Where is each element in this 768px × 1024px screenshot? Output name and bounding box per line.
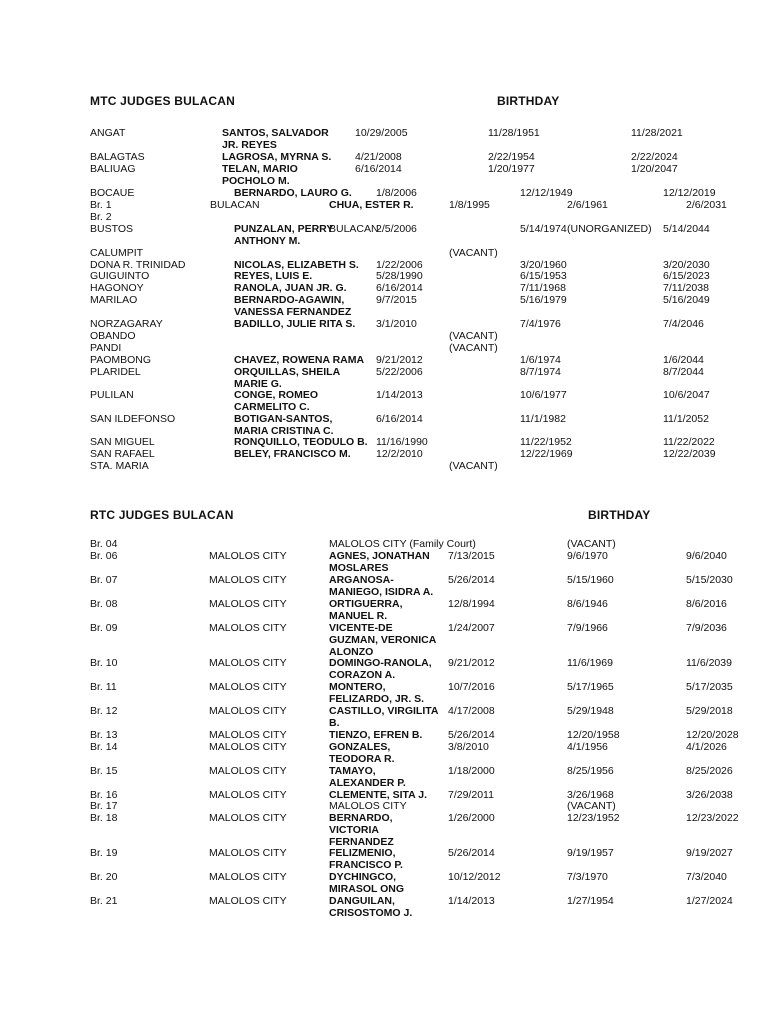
retirement-cell: 8/7/2044 bbox=[663, 366, 704, 378]
court-cell: BULACAN bbox=[329, 223, 379, 235]
court-cell: MALOLOS CITY bbox=[329, 800, 407, 812]
birthday-cell: 5/14/1974 bbox=[520, 223, 567, 235]
appointed-cell: 4/21/2008 bbox=[355, 151, 402, 163]
appointed-cell: 1/18/2000 bbox=[448, 765, 495, 777]
birthday-cell: 1/6/1974 bbox=[520, 354, 561, 366]
birthday-cell: 11/6/1969 bbox=[567, 657, 613, 669]
appointed-cell: 4/17/2008 bbox=[448, 705, 495, 717]
place-cell: SAN ILDEFONSO bbox=[90, 413, 176, 425]
retirement-cell: 12/12/2019 bbox=[663, 187, 716, 199]
retirement-cell: 11/1/2052 bbox=[663, 413, 709, 425]
appointed-cell: 9/7/2015 bbox=[376, 294, 417, 306]
vacant-cell: (VACANT) bbox=[449, 247, 498, 259]
judge-cell: PUNZALAN, PERRY ANTHONY M. bbox=[234, 223, 334, 247]
judge-cell: NICOLAS, ELIZABETH S. bbox=[234, 259, 359, 271]
birthday-cell: 7/9/1966 bbox=[567, 622, 608, 634]
birthday-cell: 8/25/1956 bbox=[567, 765, 614, 777]
retirement-cell: 11/28/2021 bbox=[631, 127, 683, 139]
appointed-cell: 7/13/2015 bbox=[448, 550, 495, 562]
retirement-cell: 11/6/2039 bbox=[686, 657, 732, 669]
appointed-cell: 1/14/2013 bbox=[448, 895, 495, 907]
retirement-cell: 1/27/2024 bbox=[686, 895, 733, 907]
retirement-cell: 1/20/2047 bbox=[631, 163, 678, 175]
city-cell: MALOLOS CITY bbox=[209, 729, 287, 741]
judge-cell: BERNARDO, VICTORIA FERNANDEZ bbox=[329, 812, 394, 848]
retirement-cell: 6/15/2023 bbox=[663, 270, 710, 282]
birthday-cell: 12/20/1958 bbox=[567, 729, 620, 741]
city-cell: MALOLOS CITY bbox=[209, 598, 287, 610]
branch-cell: Br. 08 bbox=[90, 598, 118, 610]
city-cell: MALOLOS CITY bbox=[209, 657, 287, 669]
judge-cell: ARGANOSA- MANIEGO, ISIDRA A. bbox=[329, 574, 434, 598]
appointed-cell: 5/28/1990 bbox=[376, 270, 423, 282]
retirement-cell: 10/6/2047 bbox=[663, 389, 710, 401]
judge-cell: LAGROSA, MYRNA S. bbox=[222, 151, 332, 163]
branch-cell: Br. 17 bbox=[90, 800, 118, 812]
appointed-cell: 5/26/2014 bbox=[448, 847, 495, 859]
branch-cell: Br. 18 bbox=[90, 812, 118, 824]
birthday-cell: 5/17/1965 bbox=[567, 681, 614, 693]
birthday-cell: 2/22/1954 bbox=[488, 151, 535, 163]
retirement-cell: 9/19/2027 bbox=[686, 847, 733, 859]
city-cell: MALOLOS CITY bbox=[209, 681, 287, 693]
judge-cell: CHUA, ESTER R. bbox=[329, 199, 414, 211]
retirement-cell: 12/22/2039 bbox=[663, 448, 716, 460]
appointed-cell: 1/14/2013 bbox=[376, 389, 423, 401]
birthday-cell: (VACANT) bbox=[567, 800, 616, 812]
retirement-cell: 5/17/2035 bbox=[686, 681, 733, 693]
place-cell: HAGONOY bbox=[90, 282, 144, 294]
appointed-cell: 1/8/2006 bbox=[376, 187, 417, 199]
appointed-cell: 6/16/2014 bbox=[355, 163, 402, 175]
birthday-cell: 7/4/1976 bbox=[520, 318, 561, 330]
place-cell: STA. MARIA bbox=[90, 460, 149, 472]
retirement-cell: 5/29/2018 bbox=[686, 705, 733, 717]
city-cell: MALOLOS CITY bbox=[209, 574, 287, 586]
birthday-cell: 8/6/1946 bbox=[567, 598, 608, 610]
judge-cell: REYES, LUIS E. bbox=[234, 270, 313, 282]
mtc-title: MTC JUDGES BULACAN bbox=[90, 94, 235, 108]
judge-cell: MONTERO, FELIZARDO, JR. S. bbox=[329, 681, 425, 705]
branch-cell: Br. 07 bbox=[90, 574, 118, 586]
place-cell: PLARIDEL bbox=[90, 366, 141, 378]
retirement-cell: 11/22/2022 bbox=[663, 436, 715, 448]
appointed-cell: 9/21/2012 bbox=[376, 354, 423, 366]
judge-cell: RONQUILLO, TEODULO B. bbox=[234, 436, 368, 448]
court-cell: BULACAN bbox=[210, 199, 260, 211]
appointed-cell: 10/29/2005 bbox=[355, 127, 408, 139]
vacant-cell: (VACANT) bbox=[449, 330, 498, 342]
judge-cell: SANTOS, SALVADOR JR. REYES bbox=[222, 127, 329, 151]
appointed-cell: 5/22/2006 bbox=[376, 366, 423, 378]
retirement-cell: 1/6/2044 bbox=[663, 354, 704, 366]
birthday-cell: 12/23/1952 bbox=[567, 812, 620, 824]
place-cell: SAN RAFAEL bbox=[90, 448, 155, 460]
judge-cell: CASTILLO, VIRGILITA B. bbox=[329, 705, 439, 729]
birthday-cell: 8/7/1974 bbox=[520, 366, 561, 378]
judge-cell: FELIZMENIO, FRANCISCO P. bbox=[329, 847, 403, 871]
judge-cell: BELEY, FRANCISCO M. bbox=[234, 448, 351, 460]
appointed-cell: 2/5/2006 bbox=[376, 223, 417, 235]
judge-cell: TAMAYO, ALEXANDER P. bbox=[329, 765, 406, 789]
city-cell: MALOLOS CITY bbox=[209, 789, 287, 801]
place-cell: OBANDO bbox=[90, 330, 136, 342]
rtc-title: RTC JUDGES BULACAN bbox=[90, 508, 234, 522]
birthday-cell: 7/11/1968 bbox=[520, 282, 566, 294]
branch-cell: Br. 04 bbox=[90, 538, 118, 550]
appointed-cell: 10/7/2016 bbox=[448, 681, 495, 693]
judge-cell: VICENTE-DE GUZMAN, VERONICA ALONZO bbox=[329, 622, 437, 658]
appointed-cell: 7/29/2011 bbox=[448, 789, 494, 801]
judge-cell: TELAN, MARIO POCHOLO M. bbox=[222, 163, 298, 187]
birthday-cell: 10/6/1977 bbox=[520, 389, 567, 401]
appointed-cell: 3/1/2010 bbox=[376, 318, 417, 330]
birthday-cell: (VACANT) bbox=[567, 538, 616, 550]
city-cell: MALOLOS CITY bbox=[209, 550, 287, 562]
birthday-cell: 11/1/1982 bbox=[520, 413, 566, 425]
appointed-cell: 12/2/2010 bbox=[376, 448, 423, 460]
retirement-cell: 12/20/2028 bbox=[686, 729, 739, 741]
city-cell: MALOLOS CITY bbox=[209, 871, 287, 883]
judge-cell: GONZALES, TEODORA R. bbox=[329, 741, 395, 765]
judge-cell: TIENZO, EFREN B. bbox=[329, 729, 423, 741]
birthday-cell: 5/15/1960 bbox=[567, 574, 614, 586]
place-cell: PULILAN bbox=[90, 389, 134, 401]
birthday-cell: 9/6/1970 bbox=[567, 550, 608, 562]
judge-cell: DYCHINGCO, MIRASOL ONG bbox=[329, 871, 405, 895]
branch-cell: Br. 12 bbox=[90, 705, 118, 717]
branch-cell: Br. 21 bbox=[90, 895, 118, 907]
birthday-cell: 5/29/1948 bbox=[567, 705, 614, 717]
place-cell: PAOMBONG bbox=[90, 354, 152, 366]
city-cell: MALOLOS CITY bbox=[209, 847, 287, 859]
place-cell: Br. 2 bbox=[90, 211, 112, 223]
retirement-cell: 9/6/2040 bbox=[686, 550, 727, 562]
retirement-cell: 3/26/2038 bbox=[686, 789, 733, 801]
judge-cell: CLEMENTE, SITA J. bbox=[329, 789, 428, 801]
retirement-cell: 5/15/2030 bbox=[686, 574, 733, 586]
place-cell: BUSTOS bbox=[90, 223, 133, 235]
branch-cell: Br. 10 bbox=[90, 657, 118, 669]
vacant-cell: (VACANT) bbox=[449, 342, 498, 354]
place-cell: NORZAGARAY bbox=[90, 318, 163, 330]
judge-cell: ORQUILLAS, SHEILA MARIE G. bbox=[234, 366, 341, 390]
birthday-cell: 1/27/1954 bbox=[567, 895, 614, 907]
appointed-cell: 12/8/1994 bbox=[448, 598, 495, 610]
city-cell: MALOLOS CITY bbox=[209, 705, 287, 717]
city-cell: MALOLOS CITY bbox=[209, 741, 287, 753]
place-cell: Br. 1 bbox=[90, 199, 112, 211]
birthday-cell: 11/22/1952 bbox=[520, 436, 572, 448]
retirement-cell: 5/16/2049 bbox=[663, 294, 710, 306]
birthday-cell: 6/15/1953 bbox=[520, 270, 567, 282]
retirement-cell: 3/20/2030 bbox=[663, 259, 710, 271]
branch-cell: Br. 13 bbox=[90, 729, 118, 741]
birthday-cell: 11/28/1951 bbox=[488, 127, 540, 139]
court-cell: MALOLOS CITY (Family Court) bbox=[329, 538, 476, 550]
appointed-cell: 6/16/2014 bbox=[376, 413, 423, 425]
branch-cell: Br. 11 bbox=[90, 681, 117, 693]
place-cell: GUIGUINTO bbox=[90, 270, 150, 282]
branch-cell: Br. 16 bbox=[90, 789, 118, 801]
city-cell: MALOLOS CITY bbox=[209, 765, 287, 777]
judge-cell: AGNES, JONATHAN MOSLARES bbox=[329, 550, 430, 574]
place-cell: CALUMPIT bbox=[90, 247, 144, 259]
branch-cell: Br. 06 bbox=[90, 550, 118, 562]
judge-cell: BERNARDO-AGAWIN, VANESSA FERNANDEZ bbox=[234, 294, 352, 318]
judge-cell: BERNARDO, LAURO G. bbox=[234, 187, 352, 199]
appointed-cell: 3/8/2010 bbox=[448, 741, 489, 753]
judge-cell: DANGUILAN, CRISOSTOMO J. bbox=[329, 895, 413, 919]
judge-cell: BADILLO, JULIE RITA S. bbox=[234, 318, 356, 330]
birthday-cell: 5/16/1979 bbox=[520, 294, 567, 306]
birthday-cell: 3/20/1960 bbox=[520, 259, 567, 271]
birthday-cell: 7/3/1970 bbox=[567, 871, 608, 883]
retirement-cell: 7/11/2038 bbox=[663, 282, 709, 294]
retirement-cell: 5/14/2044 bbox=[663, 223, 710, 235]
appointed-cell: 9/21/2012 bbox=[448, 657, 495, 669]
appointed-cell: 1/22/2006 bbox=[376, 259, 423, 271]
judge-cell: ORTIGUERRA, MANUEL R. bbox=[329, 598, 403, 622]
retirement-cell: 4/1/2026 bbox=[686, 741, 727, 753]
place-cell: MARILAO bbox=[90, 294, 138, 306]
birthday-cell: (UNORGANIZED) bbox=[567, 223, 652, 235]
appointed-cell: 1/24/2007 bbox=[448, 622, 495, 634]
birthday-cell: 2/6/1961 bbox=[567, 199, 608, 211]
appointed-cell: 1/8/1995 bbox=[449, 199, 490, 211]
vacant-cell: (VACANT) bbox=[449, 460, 498, 472]
branch-cell: Br. 14 bbox=[90, 741, 118, 753]
place-cell: PANDI bbox=[90, 342, 122, 354]
retirement-cell: 7/9/2036 bbox=[686, 622, 727, 634]
appointed-cell: 5/26/2014 bbox=[448, 574, 495, 586]
judge-cell: CHAVEZ, ROWENA RAMA bbox=[234, 354, 365, 366]
judge-cell: DOMINGO-RANOLA, CORAZON A. bbox=[329, 657, 432, 681]
place-cell: BOCAUE bbox=[90, 187, 135, 199]
place-cell: ANGAT bbox=[90, 127, 126, 139]
appointed-cell: 6/16/2014 bbox=[376, 282, 423, 294]
birthday-cell: 4/1/1956 bbox=[567, 741, 608, 753]
retirement-cell: 7/3/2040 bbox=[686, 871, 727, 883]
appointed-cell: 10/12/2012 bbox=[448, 871, 501, 883]
retirement-cell: 2/6/2031 bbox=[686, 199, 727, 211]
city-cell: MALOLOS CITY bbox=[209, 812, 287, 824]
branch-cell: Br. 20 bbox=[90, 871, 118, 883]
branch-cell: Br. 15 bbox=[90, 765, 118, 777]
branch-cell: Br. 19 bbox=[90, 847, 118, 859]
retirement-cell: 7/4/2046 bbox=[663, 318, 704, 330]
judge-cell: BOTIGAN-SANTOS, MARIA CRISTINA C. bbox=[234, 413, 334, 437]
judge-cell: CONGE, ROMEO CARMELITO C. bbox=[234, 389, 319, 413]
rtc-birthday-header: BIRTHDAY bbox=[588, 508, 651, 522]
place-cell: BALIUAG bbox=[90, 163, 136, 175]
retirement-cell: 2/22/2024 bbox=[631, 151, 678, 163]
place-cell: BALAGTAS bbox=[90, 151, 145, 163]
appointed-cell: 1/26/2000 bbox=[448, 812, 495, 824]
place-cell: DONA R. TRINIDAD bbox=[90, 259, 186, 271]
birthday-cell: 12/12/1949 bbox=[520, 187, 573, 199]
retirement-cell: 12/23/2022 bbox=[686, 812, 739, 824]
birthday-cell: 12/22/1969 bbox=[520, 448, 573, 460]
birthday-cell: 3/26/1968 bbox=[567, 789, 614, 801]
city-cell: MALOLOS CITY bbox=[209, 895, 287, 907]
mtc-birthday-header: BIRTHDAY bbox=[497, 94, 560, 108]
judge-cell: RANOLA, JUAN JR. G. bbox=[234, 282, 347, 294]
birthday-cell: 9/19/1957 bbox=[567, 847, 614, 859]
place-cell: SAN MIGUEL bbox=[90, 436, 155, 448]
birthday-cell: 1/20/1977 bbox=[488, 163, 535, 175]
retirement-cell: 8/6/2016 bbox=[686, 598, 727, 610]
appointed-cell: 5/26/2014 bbox=[448, 729, 495, 741]
retirement-cell: 8/25/2026 bbox=[686, 765, 733, 777]
appointed-cell: 11/16/1990 bbox=[376, 436, 428, 448]
city-cell: MALOLOS CITY bbox=[209, 622, 287, 634]
branch-cell: Br. 09 bbox=[90, 622, 118, 634]
